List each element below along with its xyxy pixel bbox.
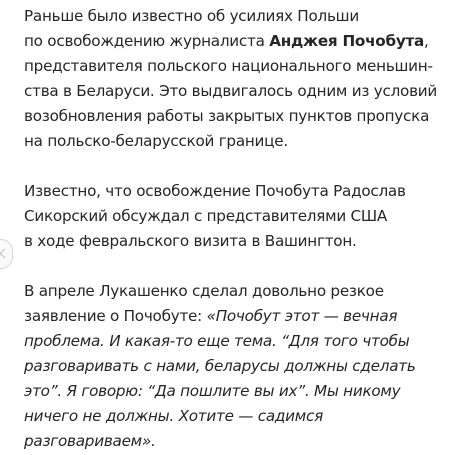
text-line: на польско-беларусской границе. xyxy=(24,132,288,150)
paragraph-sikorski-usa xyxy=(24,179,464,254)
text-line: ства в Беларуси. Это выдвигалось одним из условий xyxy=(24,82,438,100)
highlighted-name: Анджея Почобута xyxy=(269,32,425,50)
text-line: В апреле Лукашенко сделал довольно резкое xyxy=(24,282,384,300)
text-span: , xyxy=(424,32,429,50)
quote-line: проблема. И какая-то еще тема. “Для того чтобы xyxy=(24,332,410,350)
paragraph-lukashenko-quote xyxy=(24,279,464,454)
quote-text: «Почобут этот — вечная xyxy=(206,307,398,325)
text-line: представителя польского национального меньшин- xyxy=(24,57,433,75)
text-line: Раньше было известно об усилиях Польши xyxy=(24,7,359,25)
text-line xyxy=(24,304,464,329)
quote-line: это”. Я говорю: “Да пошлите вы их”. Мы никому xyxy=(24,382,401,400)
quote-line: разговариваем». xyxy=(24,432,156,450)
text-line: Сикорский обсуждал с представителями США xyxy=(24,207,388,225)
article-body xyxy=(24,0,464,454)
text-line xyxy=(24,29,464,54)
text-span: по освобождению журналиста xyxy=(24,32,270,50)
text-line: в ходе февральского визита в Вашингтон. xyxy=(24,232,357,250)
quote-line: ничего не должны. Хотите — садимся xyxy=(24,407,323,425)
text-line: Известно, что освобождение Почобута Радослав xyxy=(24,182,406,200)
text-span: заявление о Почобуте: xyxy=(24,307,207,325)
text-line: возобновления работы закрытых пунктов пропуска xyxy=(24,107,430,125)
carousel-prev-handle[interactable] xyxy=(0,239,13,269)
quote-line: разговаривать с нами, беларусы должны сделать xyxy=(24,357,416,375)
paragraph-poczobut-poland xyxy=(24,0,464,154)
